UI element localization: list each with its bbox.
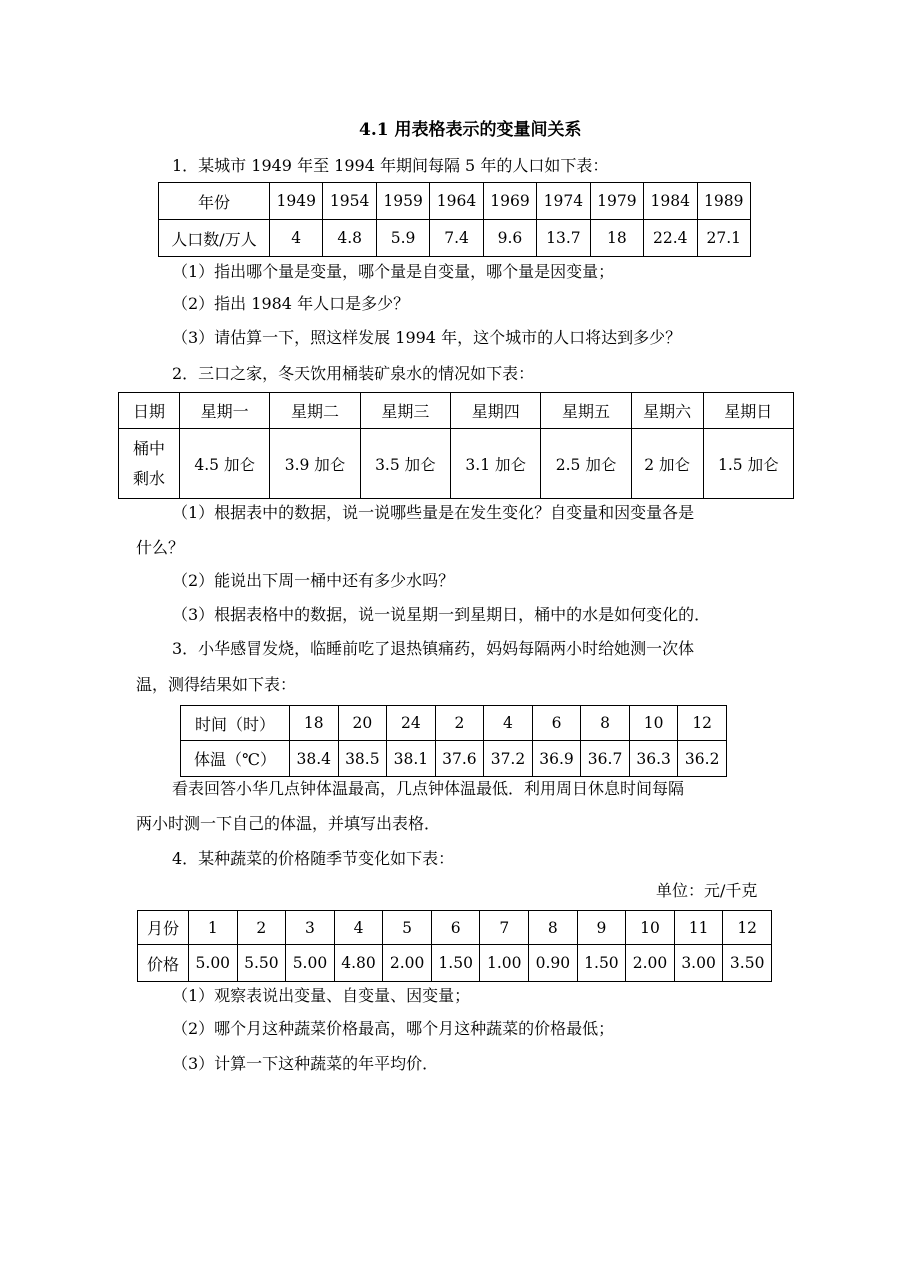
table-cell: 37.2 — [484, 741, 533, 777]
q3-temperature-table — [180, 705, 727, 777]
table-cell: 5.50 — [237, 945, 286, 982]
table-cell: 7.4 — [430, 220, 483, 257]
q4-sub2: （2）哪个月这种蔬菜价格最高，哪个月这种蔬菜的价格最低； — [172, 1019, 615, 1038]
table-cell: 1.00 — [480, 945, 529, 982]
q3-after-line2: 两小时测一下自己的体温，并填写出表格． — [136, 814, 441, 833]
table-cell: 37.6 — [435, 741, 484, 777]
table-cell: 1964 — [430, 183, 483, 220]
table-cell: 星期一 — [180, 393, 270, 429]
q2-sub2: （2）能说出下周一桶中还有多少水吗？ — [172, 571, 455, 590]
table-row — [181, 706, 727, 741]
table-cell: 5.00 — [286, 945, 335, 982]
table-cell: 2 — [237, 911, 286, 945]
table-cell: 星期日 — [703, 393, 793, 429]
row-header-year: 年份 — [159, 183, 270, 220]
row-header-line: 桶中 — [132, 438, 165, 458]
row-header-time: 时间（时） — [181, 706, 290, 741]
table-cell: 1989 — [697, 183, 751, 220]
table-cell: 5 — [383, 911, 432, 945]
table-row — [138, 911, 772, 945]
q3-stem-line2: 温，测得结果如下表： — [136, 675, 297, 694]
table-cell: 0.90 — [529, 945, 578, 982]
table-cell: 3.1 加仑 — [451, 429, 541, 499]
table-cell: 10 — [626, 911, 675, 945]
table-cell: 3.00 — [674, 945, 723, 982]
row-header-temperature: 体温（℃） — [181, 741, 290, 777]
q3-stem-line1: 3．小华感冒发烧，临睡前吃了退热镇痛药，妈妈每隔两小时给她测一次体 — [172, 639, 695, 658]
table-cell: 5.9 — [376, 220, 429, 257]
q2-sub1-line2: 什么？ — [136, 538, 185, 557]
table-row — [159, 183, 751, 220]
table-cell: 20 — [338, 706, 387, 741]
table-cell: 1.50 — [431, 945, 480, 982]
table-cell: 星期五 — [541, 393, 631, 429]
table-cell: 1974 — [537, 183, 590, 220]
table-cell: 星期六 — [631, 393, 703, 429]
q4-stem: 4．某种蔬菜的价格随季节变化如下表： — [172, 849, 455, 868]
table-cell: 星期三 — [360, 393, 450, 429]
table-cell: 9.6 — [483, 220, 536, 257]
table-cell: 4 — [270, 220, 323, 257]
table-row — [181, 741, 727, 777]
table-cell: 3.5 加仑 — [360, 429, 450, 499]
table-cell: 36.9 — [532, 741, 581, 777]
table-cell: 3 — [286, 911, 335, 945]
table-cell: 6 — [532, 706, 581, 741]
row-header-remaining — [119, 429, 180, 499]
q1-sub2: （2）指出 1984 年人口是多少？ — [172, 294, 410, 313]
table-cell: 36.7 — [581, 741, 630, 777]
table-cell: 8 — [529, 911, 578, 945]
table-cell: 18 — [590, 220, 643, 257]
table-cell: 1954 — [323, 183, 376, 220]
table-cell: 2.5 加仑 — [541, 429, 631, 499]
table-cell: 38.1 — [387, 741, 436, 777]
table-cell: 27.1 — [697, 220, 751, 257]
table-row — [119, 429, 794, 499]
q2-water-table — [118, 392, 794, 499]
table-cell: 36.3 — [629, 741, 678, 777]
table-row — [119, 393, 794, 429]
q1-sub3: （3）请估算一下，照这样发展 1994 年，这个城市的人口将达到多少？ — [172, 328, 682, 347]
table-cell: 1.5 加仑 — [703, 429, 793, 499]
table-cell: 星期二 — [270, 393, 360, 429]
row-header-price: 价格 — [138, 945, 189, 982]
table-cell: 8 — [581, 706, 630, 741]
q4-unit: 单位：元/千克 — [656, 881, 758, 900]
table-cell: 9 — [577, 911, 626, 945]
table-cell: 星期四 — [451, 393, 541, 429]
table-cell: 12 — [723, 911, 772, 945]
table-cell: 10 — [629, 706, 678, 741]
table-cell: 36.2 — [678, 741, 727, 777]
q4-sub1: （1）观察表说出变量、自变量、因变量； — [172, 986, 471, 1005]
table-cell: 38.5 — [338, 741, 387, 777]
table-cell: 1 — [189, 911, 238, 945]
table-cell: 24 — [387, 706, 436, 741]
table-cell: 7 — [480, 911, 529, 945]
table-cell: 22.4 — [644, 220, 697, 257]
table-cell: 2 加仑 — [631, 429, 703, 499]
table-cell: 4 — [484, 706, 533, 741]
table-cell: 4 — [334, 911, 383, 945]
table-cell: 3.50 — [723, 945, 772, 982]
q1-sub1: （1）指出哪个量是变量，哪个量是自变量，哪个量是因变量； — [172, 262, 615, 281]
table-cell: 2.00 — [626, 945, 675, 982]
row-header-population: 人口数/万人 — [159, 220, 270, 257]
table-cell: 2 — [435, 706, 484, 741]
table-cell: 12 — [678, 706, 727, 741]
table-cell: 1.50 — [577, 945, 626, 982]
table-cell: 11 — [674, 911, 723, 945]
table-cell: 13.7 — [537, 220, 590, 257]
table-cell: 5.00 — [189, 945, 238, 982]
row-header-day: 日期 — [119, 393, 180, 429]
q2-stem: 2．三口之家，冬天饮用桶装矿泉水的情况如下表： — [172, 364, 535, 383]
table-cell: 1979 — [590, 183, 643, 220]
table-cell: 1984 — [644, 183, 697, 220]
q1-stem: 1．某城市 1949 年至 1994 年期间每隔 5 年的人口如下表： — [172, 156, 609, 175]
q4-price-table — [137, 910, 772, 982]
q3-after-line1: 看表回答小华几点钟体温最高，几点钟体温最低．利用周日休息时间每隔 — [172, 779, 685, 798]
table-cell: 4.8 — [323, 220, 376, 257]
page-title: 4.1 用表格表示的变量间关系 — [359, 120, 582, 140]
table-cell: 1949 — [270, 183, 323, 220]
table-cell: 38.4 — [290, 741, 339, 777]
table-cell: 1959 — [376, 183, 429, 220]
table-cell: 1969 — [483, 183, 536, 220]
q2-sub3: （3）根据表格中的数据，说一说星期一到星期日，桶中的水是如何变化的． — [172, 605, 711, 624]
row-header-line: 剩水 — [132, 468, 165, 488]
q2-sub1-line1: （1）根据表中的数据，说一说哪些量是在发生变化？自变量和因变量各是 — [172, 503, 695, 522]
q4-sub3: （3）计算一下这种蔬菜的年平均价． — [172, 1054, 439, 1073]
row-header-month: 月份 — [138, 911, 189, 945]
table-cell: 6 — [431, 911, 480, 945]
table-cell: 18 — [290, 706, 339, 741]
table-cell: 4.80 — [334, 945, 383, 982]
table-cell: 3.9 加仑 — [270, 429, 360, 499]
table-row — [159, 220, 751, 257]
table-cell: 4.5 加仑 — [180, 429, 270, 499]
q1-population-table — [158, 182, 751, 257]
table-row — [138, 945, 772, 982]
table-cell: 2.00 — [383, 945, 432, 982]
